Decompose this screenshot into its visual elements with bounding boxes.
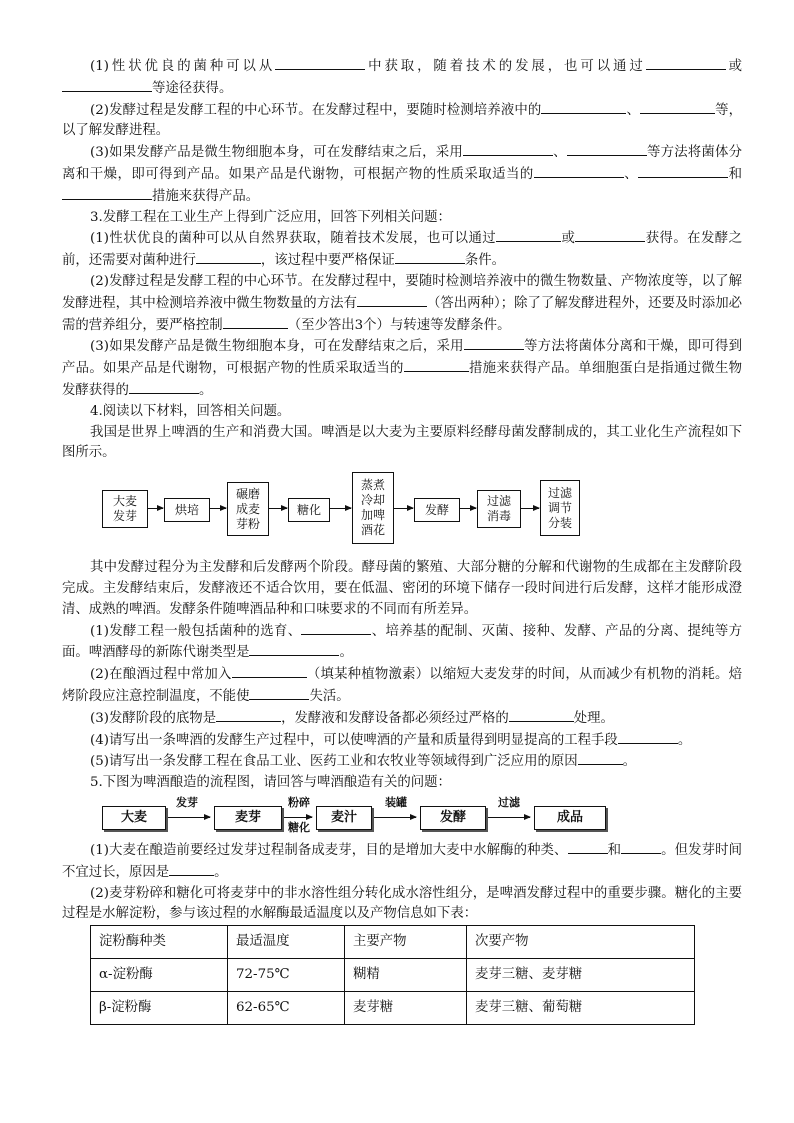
flow2-label: 过滤 (498, 795, 520, 809)
flow2-step: 大麦 (102, 806, 166, 830)
table-row (91, 992, 695, 1025)
table-cell: 麦芽糖 (345, 992, 467, 1025)
table-cell: 麦芽三糖、葡萄糖 (467, 992, 695, 1025)
flow2-label: 发芽 (176, 795, 198, 809)
q4-paragraph: 其中发酵过程分为主发酵和后发酵两个阶段。酵母菌的繁殖、大部分糖的分解和代谢物的生成都在主发酵阶段完成。主发酵结束后，发酵液还不适合饮用，要在低温、密闭的环境下储存一段时间进行后发酵，这样才能形成澄清、成熟的啤酒。发酵条件随啤酒品种和口味要求的不同而有所差异。 (62, 560, 742, 617)
amylase-table (90, 925, 695, 1025)
q4-part1: (1)发酵工程一般包括菌种的选育、 、培养基的配制、灭菌、接种、发酵、产品的分离、提纯等方面。啤酒酵母的新陈代谢类型是 。 (62, 621, 742, 665)
table-cell: 72-75℃ (228, 959, 345, 992)
q4-part4: (4)请写出一条啤酒的发酵生产过程中，可以使啤酒的产量和质量得到明显提高的工程手段 。 (62, 730, 742, 752)
worksheet (62, 56, 742, 1025)
flow-arrow (209, 508, 226, 509)
table-row (91, 959, 695, 992)
q3-part3: (3)如果发酵产品是微生物细胞本身，可在发酵结束之后，采用 等方法将菌体分离和干燥，即可得到产品。如果产品是代谢物，可根据产物的性质采取适当的 措施来获得产品。单细胞蛋白是指通过微生物发酵获得的 。 (62, 336, 742, 401)
q4-part3: (3)发酵阶段的底物是 ，发酵液和发酵设备都必须经过严格的 处理。 (62, 708, 742, 730)
flow2-label: 粉碎 (288, 795, 310, 809)
q4-intro: 我国是世界上啤酒的生产和消费大国。啤酒是以大麦为主要原料经酵母菌发酵制成的，其工业化生产流程如下图所示。 (62, 424, 742, 461)
flow2-step: 麦汁 (316, 806, 372, 830)
table-header-row (91, 926, 695, 959)
table-cell: 62-65℃ (228, 992, 345, 1025)
q3-part2: (2)发酵过程是发酵工程的中心环节。在发酵过程中，要随时检测培养液中的微生物数量、产物浓度等，以了解发酵进程，其中检测培养液中微生物数量的方法有 （答出两种）；除了了解发酵进程外，还要及时添加必需的营养组分，要严格控制 （至少答出3个）与转速等发酵条件。 (62, 273, 742, 333)
flow2-step: 麦芽 (214, 806, 282, 830)
table-cell: β-淀粉酶 (91, 992, 228, 1025)
question-3-title: 3.发酵工程在工业生产上得到广泛应用，回答下列相关问题： (90, 209, 451, 225)
flow-arrow (459, 508, 476, 509)
question-5-title: 5.下图为啤酒酿造的流程图，请回答与啤酒酿造有关的问题： (90, 775, 451, 791)
q3-part1: (1)性状优良的菌种可以从自然界获取，随着技术发展，也可以通过 或 获得。在发酵之前，还需要对菌种进行 ，该过程中要严格保证 条件。 (62, 228, 742, 272)
q2-part1: (1)性状优良的菌种可以从 中获取，随着技术的发展，也可以通过 或等途径获得。 (62, 56, 742, 100)
table-cell: 糊精 (345, 959, 467, 992)
flow-arrow (268, 508, 287, 509)
flow-step: 过滤 调节 分装 (540, 480, 580, 536)
flow-step: 碾磨 成麦 芽粉 (227, 482, 269, 536)
flow-step: 蒸煮 冷却 加啤 酒花 (352, 472, 394, 544)
flow-step: 发酵 (414, 498, 460, 522)
table-cell: α-淀粉酶 (91, 959, 228, 992)
flow2-arrow (488, 817, 530, 818)
flow-arrow (520, 508, 539, 509)
table-header: 次要产物 (467, 926, 695, 959)
flow2-step: 成品 (534, 806, 606, 830)
q5-part2: (2)麦芽粉碎和糖化可将麦芽中的非水溶性组分转化成水溶性组分，是啤酒发酵过程中的重要步骤。糖化的主要过程是水解淀粉，参与该过程的水解酶最适温度以及产物信息如下表： (62, 885, 742, 922)
flow-arrow (329, 508, 351, 509)
beer-production-flowchart (102, 470, 662, 554)
flow-arrow (147, 508, 163, 509)
table-cell: 麦芽三糖、麦芽糖 (467, 959, 695, 992)
flow2-label: 糖化 (288, 820, 310, 834)
table-header: 最适温度 (228, 926, 345, 959)
table-header: 淀粉酶种类 (91, 926, 228, 959)
q2-part2: (2)发酵过程是发酵工程的中心环节。在发酵过程中，要随时检测培养液中的 、 等，以了解发酵进程。 (62, 100, 742, 143)
flow-step: 糖化 (288, 498, 330, 522)
flow2-arrow (284, 817, 312, 818)
flow2-arrow (374, 817, 416, 818)
flow2-label: 装罐 (385, 795, 407, 809)
flow2-arrow (168, 817, 210, 818)
q4-part5: (5)请写出一条发酵工程在食品工业、医药工业和农牧业等领域得到广泛应用的原因 。 (62, 751, 742, 773)
q4-part2: (2)在酿酒过程中常加入 （填某种植物激素）以缩短大麦发芽的时间，从而减少有机物的消耗。焙烤阶段应注意控制温度，不能使 失活。 (62, 664, 742, 708)
flow-step: 烘培 (164, 498, 210, 522)
question-4-title: 4.阅读以下材料，回答相关问题。 (90, 403, 291, 419)
flow-step: 过滤 消毒 (477, 490, 521, 528)
q5-part1: (1)大麦在酿造前要经过发芽过程制备成麦芽，目的是增加大麦中水解酶的种类、 和 。但发芽时间不宜过长，原因是 。 (62, 840, 742, 884)
flow2-step: 发酵 (420, 806, 486, 830)
q2-part3: (3)如果发酵产品是微生物细胞本身，可在发酵结束之后，采用 、 等方法将菌体分离和干燥，即可得到产品。如果产品是代谢物，可根据产物的性质采取适当的 、 和措施来获得产品。 (62, 142, 742, 207)
flow-arrow (393, 508, 413, 509)
brewing-flowchart (102, 795, 622, 838)
table-header: 主要产物 (345, 926, 467, 959)
flow-step: 大麦 发芽 (102, 490, 148, 528)
